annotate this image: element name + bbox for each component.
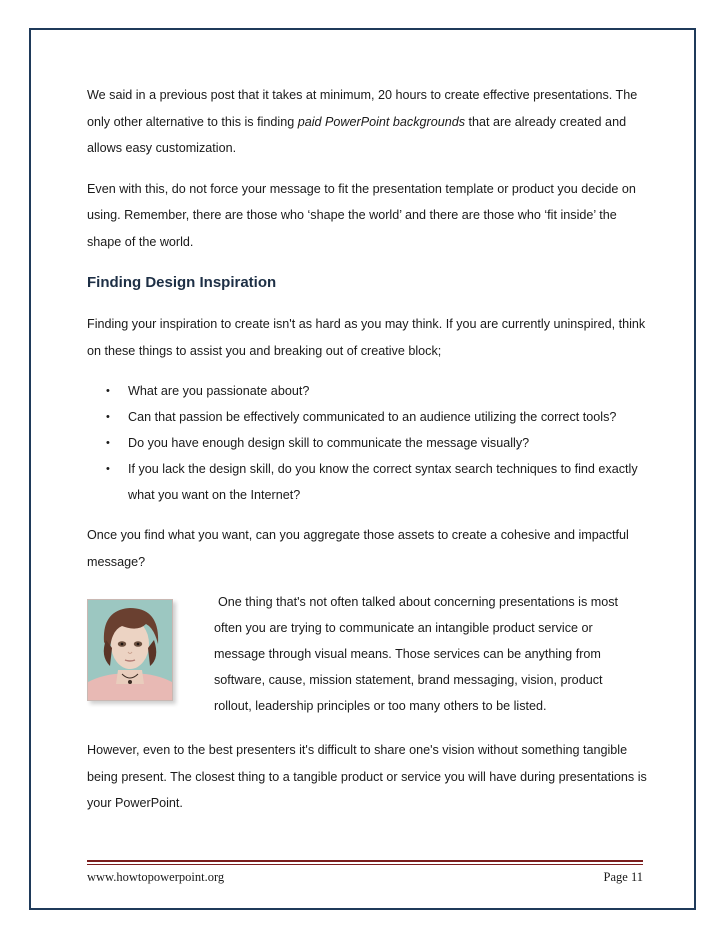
document-body xyxy=(87,82,652,831)
footer-website: www.howtopowerpoint.org xyxy=(87,870,225,884)
footer-rule-thick xyxy=(87,860,643,862)
side-line: One thing that's not often talked about concerning presentations is most xyxy=(218,595,619,609)
image-with-text-block xyxy=(87,589,652,721)
list-item xyxy=(87,378,652,404)
list-item xyxy=(87,456,652,508)
list-item xyxy=(87,404,652,430)
paragraph-3: Finding your inspiration to create isn't as hard as you may think. If you are currently uninspired, think on these things to assist you and breaking out of creative block; xyxy=(87,317,646,358)
footer-rule-thin xyxy=(87,864,643,865)
list-item-text: If you lack the design skill, do you know the correct syntax search techniques to find exactly what you want on the Internet? xyxy=(128,462,638,502)
bullet-list xyxy=(87,378,652,508)
bullet-icon: • xyxy=(106,463,110,475)
paragraph-4: Once you find what you want, can you aggregate those assets to create a cohesive and impactful message? xyxy=(87,528,629,569)
bullet-icon: • xyxy=(106,437,110,449)
bullet-icon: • xyxy=(106,385,110,397)
side-line: message through visual means. Those services can be anything from xyxy=(214,647,601,661)
bullet-icon: • xyxy=(106,411,110,423)
paragraph-5: However, even to the best presenters it's difficult to share one's vision without something tangible being present. The closest thing to a tangible product or service you will have during presentations is your PowerPoint. xyxy=(87,743,647,810)
list-item xyxy=(87,430,652,456)
image-caption-text xyxy=(214,589,652,719)
side-line: often you are trying to communicate an intangible product service or xyxy=(214,621,593,635)
list-item-text: Can that passion be effectively communicated to an audience utilizing the correct tools? xyxy=(128,410,617,424)
doll-portrait-image xyxy=(87,599,173,701)
paid-powerpoint-backgrounds-phrase: paid PowerPoint backgrounds xyxy=(297,114,466,129)
paragraph-1-text-start: We said in a previous post that it takes at minimum, 20 hours to create effective presentations. The only other alternative to this is finding xyxy=(87,88,638,129)
footer-page-number: Page 11 xyxy=(603,870,643,884)
paragraph-2: Even with this, do not force your message to fit the presentation template or product you decide on using. Remember, there are those who ‘shape the world’ and there are those who ‘fit inside’ the shape of the world. xyxy=(87,181,636,249)
side-line: rollout, leadership principles or too many others to be listed. xyxy=(214,699,547,713)
page-footer xyxy=(87,866,643,888)
section-heading: Finding Design Inspiration xyxy=(87,274,277,291)
paragraph-1-text-end: that are already created and allows easy customization. xyxy=(87,114,627,155)
list-item-text: Do you have enough design skill to communicate the message visually? xyxy=(128,436,530,450)
list-item-text: What are you passionate about? xyxy=(128,384,310,398)
paragraph-1 xyxy=(87,82,652,162)
side-line: software, cause, mission statement, brand messaging, vision, product xyxy=(214,673,603,687)
